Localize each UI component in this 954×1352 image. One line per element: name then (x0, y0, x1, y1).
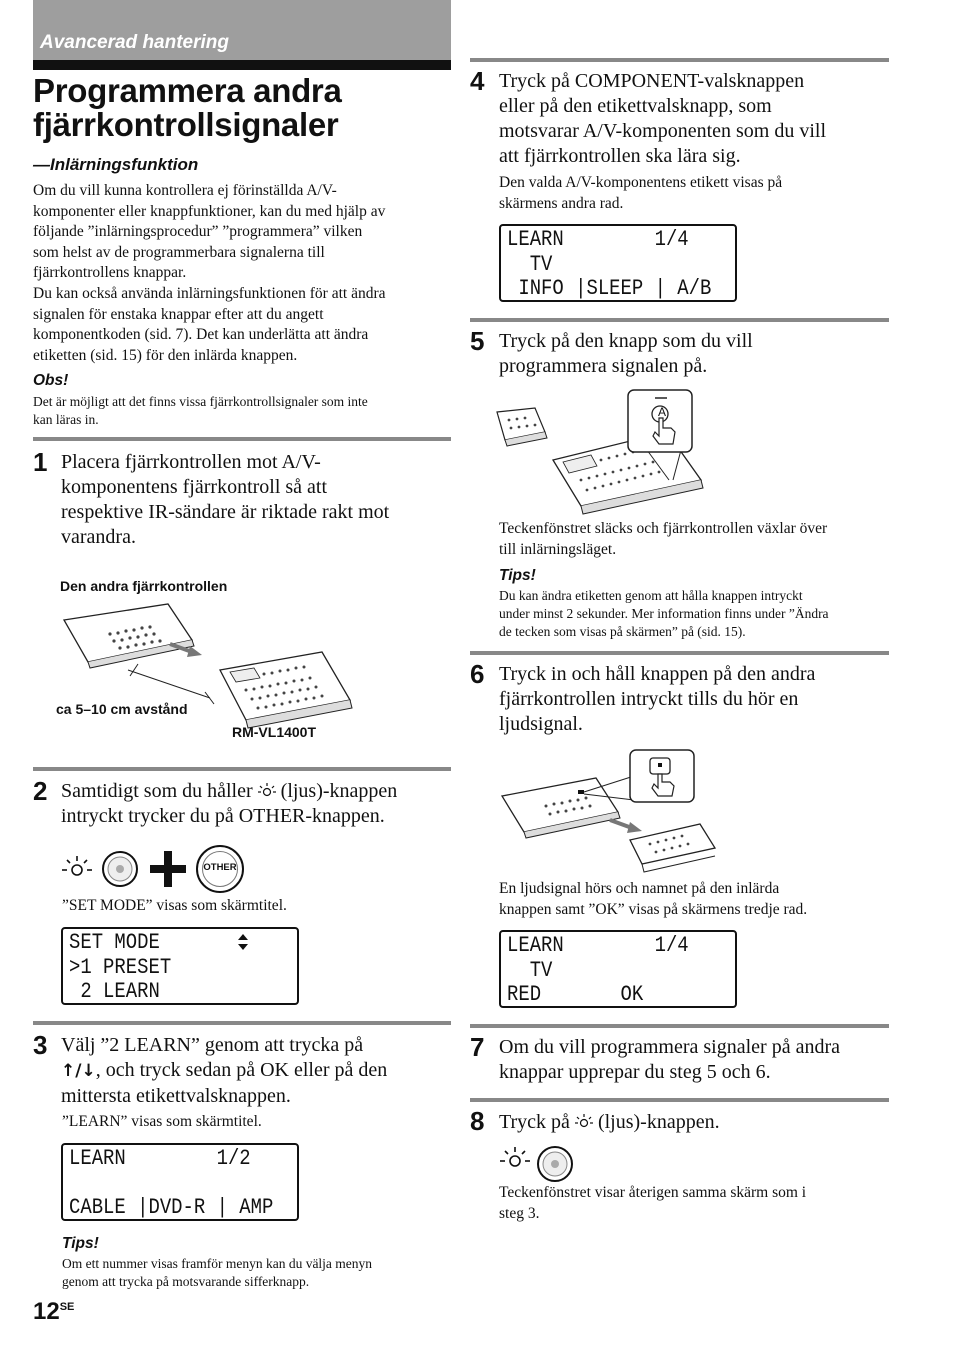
lcd-display-learn-1-4-tv (499, 224, 737, 302)
step-divider (470, 318, 889, 322)
intro-line: som helst av de programmerbara signalerna till (33, 243, 325, 261)
step-text-part: Tryck på (499, 1111, 570, 1133)
step-divider (470, 1098, 889, 1102)
lcd-row: LEARN 1/4 (507, 933, 689, 958)
note-line: till inlärningsläget. (499, 540, 617, 558)
tips-heading: Tips! (62, 1235, 99, 1252)
note-line: steg 3. (499, 1204, 540, 1222)
step-line: intryckt trycker du på OTHER-knappen. (61, 805, 385, 827)
lcd-row: >1 PRESET (69, 955, 172, 980)
other-remote-icon (497, 408, 547, 446)
step-3-number: 3 (33, 1030, 48, 1060)
section-title: Avancerad hantering (40, 32, 229, 53)
step-5-text (499, 329, 894, 379)
step-line: Tryck på COMPONENT-valsknappen (499, 70, 805, 92)
rm-vl1400t-remote-icon (220, 652, 352, 728)
caption-other-remote: Den andra fjärrkontrollen (60, 578, 228, 594)
step-6-number: 6 (470, 659, 485, 689)
other-remote-icon (64, 604, 194, 668)
step-line: Placera fjärrkontrollen mot A/V- (61, 451, 321, 473)
intro-line: följande ”inlärningsprocedur” ”programmera” vilken (33, 223, 363, 241)
step-8-note (499, 1183, 894, 1224)
lcd-row: RED OK (507, 982, 644, 1007)
obs-line: kan läras in. (33, 412, 99, 427)
step-5-number: 5 (470, 326, 485, 356)
step-2-number: 2 (33, 776, 48, 806)
step-8-number: 8 (470, 1106, 485, 1136)
caption-distance: ca 5–10 cm avstånd (56, 701, 188, 717)
step-line: eller på den etikettvalsknapp, som (499, 95, 772, 117)
step-text-part: Samtidigt som du håller (61, 780, 253, 802)
lcd-row: 2 LEARN (69, 979, 160, 1004)
step-4-text (499, 69, 894, 169)
note-line: En ljudsignal hörs och namnet på den inlärda (499, 880, 780, 897)
tips-text (499, 587, 894, 641)
step-divider (33, 767, 451, 771)
step-2-text (61, 779, 456, 829)
obs-heading: Obs! (33, 372, 69, 389)
page-suffix: SE (59, 1301, 75, 1313)
step-line: Tryck på den knapp som du vill (499, 330, 753, 352)
tips-line: under minst 2 sekunder. Mer information finns under ”Ändra (499, 606, 829, 621)
button-a-label: A (657, 405, 666, 419)
tips-line: Om ett nummer visas framför menyn kan du välja menyn (62, 1256, 373, 1271)
page-subtitle: —Inlärningsfunktion (33, 155, 199, 174)
step-2-note: ”SET MODE” visas som skärmtitel. (62, 897, 287, 914)
lcd-row: TV (507, 252, 553, 277)
intro-line: komponenter eller knappfunktioner, kan du med hjälp av (33, 202, 386, 220)
step-6-note (499, 879, 894, 920)
tips-line: genom att trycka på motsvarande sifferknapp. (62, 1274, 310, 1289)
plus-icon (150, 851, 186, 887)
step-line: komponentens fjärrkontroll så att (61, 476, 328, 498)
step-5-note (499, 519, 894, 560)
other-remote-icon (502, 778, 620, 838)
light-icon (62, 855, 92, 881)
step-line: fjärrkontrollen intryckt tills du hör en (499, 688, 799, 710)
light-icon (258, 783, 276, 799)
section-header-bar (33, 0, 451, 70)
step-line: programmera signalen på. (499, 355, 708, 377)
step-4-note (499, 173, 889, 214)
step-line: ljudsignal. (499, 713, 583, 735)
step-7-text (499, 1035, 894, 1085)
tips-text (62, 1255, 454, 1291)
step-line: respektive IR-sändare är riktade rakt mot (61, 501, 390, 523)
intro-line: signalen för enstaka knappar efter att du angett (33, 305, 324, 323)
remotes-illustration-6 (500, 748, 715, 878)
page-title: Programmera andra fjärrkontrollsignaler (33, 72, 342, 143)
step-line: mittersta etikettvalsknappen. (61, 1085, 291, 1107)
step-3-note: ”LEARN” visas som skärmtitel. (62, 1113, 262, 1130)
step-1-text (61, 450, 456, 550)
step-line: motsvarar A/V-komponenten som du vill (499, 120, 827, 142)
intro-line: etiketten (sid. 15) för den inlärda knappen. (33, 346, 298, 364)
other-button-label: OTHER (203, 862, 237, 873)
note-line: Teckenfönstret visar återigen samma skärm som i (499, 1184, 807, 1201)
step-line: knappar upprepar du steg 5 och 6. (499, 1061, 771, 1083)
lcd-display-set-mode (61, 927, 299, 1005)
lcd-row: SET MODE (69, 930, 160, 955)
lcd-row: LEARN 1/4 (507, 227, 689, 252)
lcd-display-learn-1-2 (61, 1143, 299, 1221)
step-7-number: 7 (470, 1032, 485, 1062)
page-number-value: 12 (33, 1298, 60, 1325)
lcd-row: INFO |SLEEP | A/B (507, 276, 712, 301)
intro-line: fjärrkontrollens knappar. (33, 264, 187, 282)
step-4-number: 4 (470, 66, 485, 96)
other-button-icon (196, 845, 244, 893)
step-divider (470, 1024, 889, 1028)
intro-paragraph (33, 181, 453, 366)
step-3-text (61, 1033, 456, 1109)
light-button-icon (100, 849, 140, 889)
step-text-part: (ljus)-knappen. (597, 1111, 720, 1133)
light-icon (500, 1146, 530, 1172)
rm-vl1400t-remote-icon (630, 824, 715, 872)
scroll-arrows-icon (237, 933, 249, 951)
step-divider (33, 437, 451, 441)
obs-text (33, 393, 453, 429)
obs-line: Det är möjligt att det finns vissa fjärrkontrollsignaler som inte (33, 394, 368, 409)
note-line: knappen samt ”OK” visas på skärmens tredje rad. (499, 900, 808, 918)
step-8-text (499, 1110, 894, 1135)
note-line: skärmens andra rad. (499, 194, 624, 212)
step-line: Tryck in och håll knappen på den andra (499, 663, 816, 685)
step-line: varandra. (61, 526, 136, 548)
page-number (33, 1298, 74, 1326)
step-divider (33, 1021, 451, 1025)
step-line (61, 779, 456, 804)
intro-line: Om du vill kunna kontrollera ej förinställda A/V- (33, 182, 337, 199)
lcd-display-learn-red-ok (499, 930, 737, 1008)
step-divider (470, 58, 889, 62)
intro-line: Du kan också använda inlärningsfunktionen för att ändra (33, 284, 386, 302)
lcd-row: TV (507, 958, 553, 983)
step-line: Om du vill programmera signaler på andra (499, 1036, 840, 1058)
lcd-row: CABLE |DVD-R | AMP (69, 1195, 274, 1220)
light-button-icon (535, 1144, 575, 1184)
tips-line: de tecken som visas på skärmen” på (sid. 15). (499, 624, 746, 639)
step-divider (470, 651, 889, 655)
step-line: att fjärrkontrollen ska lära sig. (499, 145, 741, 167)
up-down-arrows: ↑/↓ (61, 1061, 96, 1081)
lcd-row: LEARN 1/2 (69, 1146, 251, 1171)
section-underline (33, 60, 451, 70)
intro-line: komponentkoden (sid. 7). Det kan underlätta att ändra (33, 326, 369, 344)
remotes-illustration-5 (497, 388, 712, 518)
light-icon (575, 1114, 593, 1130)
step-1-number: 1 (33, 447, 48, 477)
step-6-text (499, 662, 894, 737)
step-line: Välj ”2 LEARN” genom att trycka på (61, 1034, 364, 1056)
step-line (61, 1058, 456, 1084)
step-text-part: (ljus)-knappen (280, 780, 398, 802)
step-text-part: , och tryck sedan på OK eller på den (95, 1059, 388, 1081)
note-line: Teckenfönstret släcks och fjärrkontrollen växlar över (499, 520, 828, 537)
tips-heading: Tips! (499, 567, 536, 584)
tips-line: Du kan ändra etiketten genom att hålla knappen intryckt (499, 588, 803, 603)
caption-model: RM-VL1400T (232, 724, 317, 740)
button-combo (62, 845, 262, 895)
note-line: Den valda A/V-komponentens etikett visas på (499, 174, 783, 191)
